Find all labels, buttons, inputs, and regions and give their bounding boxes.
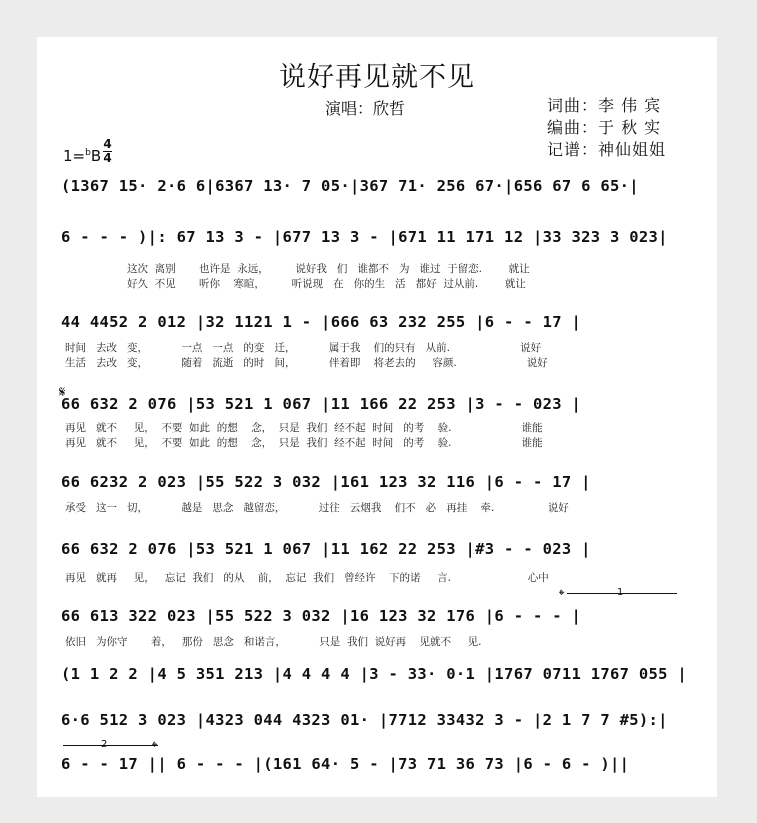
lyric-line: 再见 就不 见， 不要 如此 的想 念， 只是 我们 经不起 时间 的考 验. 谁能: [65, 437, 543, 449]
notation-row-7: 66 613 322 023 |55 522 3 032 |16 123 32 176 |6 - - - |: [61, 607, 582, 625]
time-signature-top: 4: [103, 137, 112, 151]
arranger-credit: 编曲：于 秋 实: [547, 118, 662, 137]
lyric-line: 生活 去改 变， 随着 流逝 的时 间， 伴着即 将老去的 容颜. 说好: [65, 357, 548, 369]
notation-row-4: 66 632 2 076 |53 521 1 067 |11 166 22 253 |3 - - 023 |: [61, 395, 582, 413]
singer-credit: 演唱：欣哲: [325, 99, 406, 118]
lyric-line: 再见 就不 见， 不要 如此 的想 念， 只是 我们 经不起 时间 的考 验. 谁能: [65, 422, 543, 434]
notation-row-9: 6·6 512 3 023 |4323 044 4323 01· |7712 33432 3 - |2 1 7 7 #5):|: [61, 711, 668, 729]
song-title: 说好再见就不见: [279, 62, 475, 93]
notation-row-1: (1367 15· 2·6 6|6367 13· 7 05·|367 71· 256 67·|656 67 6 65·|: [61, 177, 639, 195]
lyricist-credit: 词曲：李 伟 宾: [547, 96, 662, 115]
coda-sign-2: 𝄌: [152, 738, 158, 756]
lyric-line: 好久 不见 听你 寒暄， 听说现 在 你的生 活 都好 过从前. 就让: [127, 278, 526, 290]
lyric-line: 再见 就再 见， 忘记 我们 的从 前， 忘记 我们 曾经许 下的诺 言. 心中: [65, 572, 549, 584]
volta-bracket-2: [63, 745, 158, 746]
lyric-line: 依旧 为你守 着， 那份 思念 和诺言， 只是 我们 说好再 见就不 见.: [65, 636, 482, 648]
lyric-line: 这次 离别 也许是 永远， 说好我 们 谁都不 为 谁过 于留恋. 就让: [127, 263, 530, 275]
notation-row-3: 44 4452 2 012 |32 1121 1 - |666 63 232 255 |6 - - 17 |: [61, 313, 582, 331]
score-sheet: [37, 37, 717, 797]
volta-number-2: 2: [101, 739, 108, 750]
notation-row-6: 66 632 2 076 |53 521 1 067 |11 162 22 253 |#3 - - 023 |: [61, 540, 591, 558]
key-note: B: [90, 147, 102, 165]
notation-row-10: 6 - - 17 || 6 - - - |(161 64· 5 - |73 71 36 73 |6 - 6 - )||: [61, 755, 630, 773]
volta-number: 1: [617, 587, 624, 598]
notation-row-5: 66 6232 2 023 |55 522 3 032 |161 123 32 116 |6 - - 17 |: [61, 473, 591, 491]
segno-sign: 𝄋: [59, 383, 66, 401]
lyric-line: 承受 这一 切， 越是 思念 越留恋， 过往 云烟我 们不 必 再挂 牵. 说好: [65, 502, 569, 514]
time-signature-bottom: 4: [103, 151, 112, 165]
transcriber-credit: 记谱：神仙姐姐: [547, 140, 667, 159]
notation-row-2: 6 - - - )|: 67 13 3 - |677 13 3 - |671 11 171 12 |33 323 3 023|: [61, 228, 668, 246]
flat-sign: b: [85, 148, 91, 158]
key-signature: [63, 147, 101, 165]
coda-sign: 𝄌: [559, 586, 565, 604]
time-signature: [103, 139, 112, 164]
notation-row-8: (1 1 2 2 |4 5 351 213 |4 4 4 4 |3 - 33· 0·1 |1767 0711 1767 055 |: [61, 665, 688, 683]
lyric-line: 时间 去改 变， 一点 一点 的变 迁， 属于我 们的只有 从前. 说好: [65, 342, 542, 354]
key-prefix: 1=: [63, 147, 86, 165]
